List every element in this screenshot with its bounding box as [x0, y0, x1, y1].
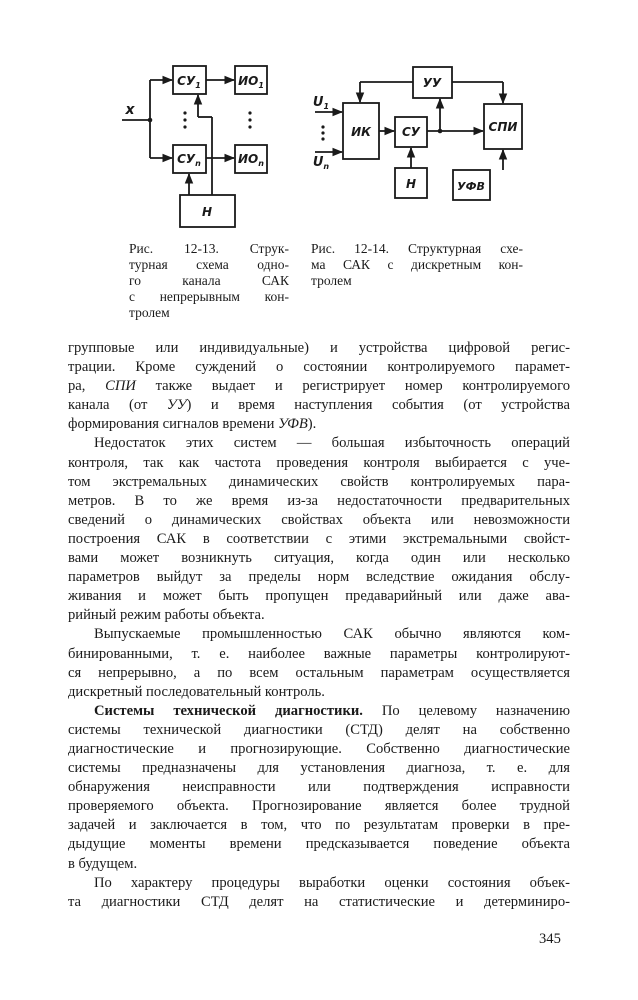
caption-line: ма САК с дискретным кон-	[311, 257, 523, 272]
body-line: параметров выйдут за пределы норм вследствие ожидания обслу-	[68, 569, 570, 586]
body-line: в будущем.	[68, 855, 138, 872]
label-sun: $СУ_n$	[177, 152, 201, 168]
caption-line: с непрерывным кон-	[129, 289, 289, 304]
caption-line: тролем	[311, 273, 352, 288]
body-line: дыдущие моменты времени предсказывается поведение объекта	[68, 836, 570, 853]
section-heading: Системы технической диагностики.	[94, 702, 363, 719]
caption-line: го канала САК	[129, 273, 289, 288]
body-line: том экстремальных динамических свойств контролируемых пара-	[68, 473, 570, 490]
body-line: По характеру процедуры выработки оценки состояния объек-	[94, 874, 570, 891]
body-line: Системы технической диагностики. По целевому назначению	[94, 702, 570, 719]
body-line: ра, СПИ также выдает и регистрирует номер контролируемого	[68, 378, 570, 395]
body-line: дискретный последовательный контроль.	[68, 683, 325, 700]
body-line: системы технической диагностики (СТД) делят на собственно	[68, 721, 570, 738]
body-line: метров. В то же время из-за недостаточности предварительных	[68, 492, 570, 509]
label-su: СУ	[401, 125, 421, 139]
figure-12-13-caption	[129, 241, 289, 321]
body-line: Недостаток этих систем — большая избыточность операций	[94, 435, 570, 452]
body-line: задачей и заключается в том, что по результатам проверки в пре-	[68, 817, 570, 834]
body-line: обнаружения неисправности или подтверждения исправности	[68, 779, 570, 796]
body-text	[68, 339, 570, 912]
label-io1: $ИО_1$	[238, 74, 264, 90]
body-line: канала (от УУ) и время наступления события (от устройства	[68, 397, 570, 414]
body-line: рийный режим работы объекта.	[68, 607, 265, 624]
label-n-left: Н	[201, 205, 213, 219]
body-line: проверяемого объекта. Прогнозирование является более трудной	[68, 798, 570, 815]
body-line: сведений о динамических свойствах объекта или невозможности	[68, 511, 570, 528]
body-line: Выпускаемые промышленностью САК обычно являются ком-	[94, 626, 570, 643]
label-spi: СПИ	[488, 120, 518, 134]
body-line: вами может возникнуть ситуация, когда один или несколько	[68, 550, 570, 567]
label-n-right: Н	[405, 177, 417, 191]
figures	[0, 0, 638, 235]
label-ufv: УФВ	[457, 180, 485, 193]
body-line: групповые или индивидуальные) и устройства цифровой регис-	[68, 340, 570, 356]
caption-line: Рис. 12-14. Структурная схе-	[311, 241, 523, 256]
body-line: ся непрерывно, а по всем остальным параметрам осуществляется	[68, 664, 570, 681]
body-line: формирования сигналов времени УФВ).	[68, 416, 317, 433]
body-line: системы предназначены для установления диагноза, т. е. для	[68, 760, 570, 777]
label-uu: УУ	[422, 76, 442, 90]
caption-line: турная схема одно-	[129, 257, 289, 272]
body-line: та диагностики СТД делят на статистические и детерминиро-	[68, 893, 570, 910]
figure-12-13-diagram	[122, 66, 267, 227]
caption-line: Рис. 12-13. Струк-	[129, 241, 289, 256]
label-input-x: x	[125, 102, 135, 118]
label-ion: $ИО_n$	[238, 152, 264, 168]
page-number: 345	[539, 931, 561, 947]
body-line: бинированными, т. е. наиболее важные параметры контролируют-	[68, 645, 570, 662]
body-line: трации. Кроме суждений о состоянии контролируемого парамет-	[68, 359, 570, 376]
label-input-un: $U_n$	[312, 155, 330, 171]
body-line: контроля, так как частота проведения контроля выбирается с уче-	[68, 454, 570, 471]
body-line: диагностические и прогнозирующие. Собственно диагностические	[68, 740, 570, 757]
label-su1: $СУ_1$	[177, 74, 201, 90]
label-input-u1: $U_1$	[312, 95, 330, 111]
body-line: построения САК в соответствии с этими экстремальными свойст-	[68, 530, 570, 547]
label-ik: ИК	[351, 125, 371, 139]
figure-12-14-caption	[311, 241, 523, 289]
caption-line: тролем	[129, 305, 170, 320]
body-line: живания и может быть пропущен предаварийный или даже ава-	[68, 588, 570, 605]
